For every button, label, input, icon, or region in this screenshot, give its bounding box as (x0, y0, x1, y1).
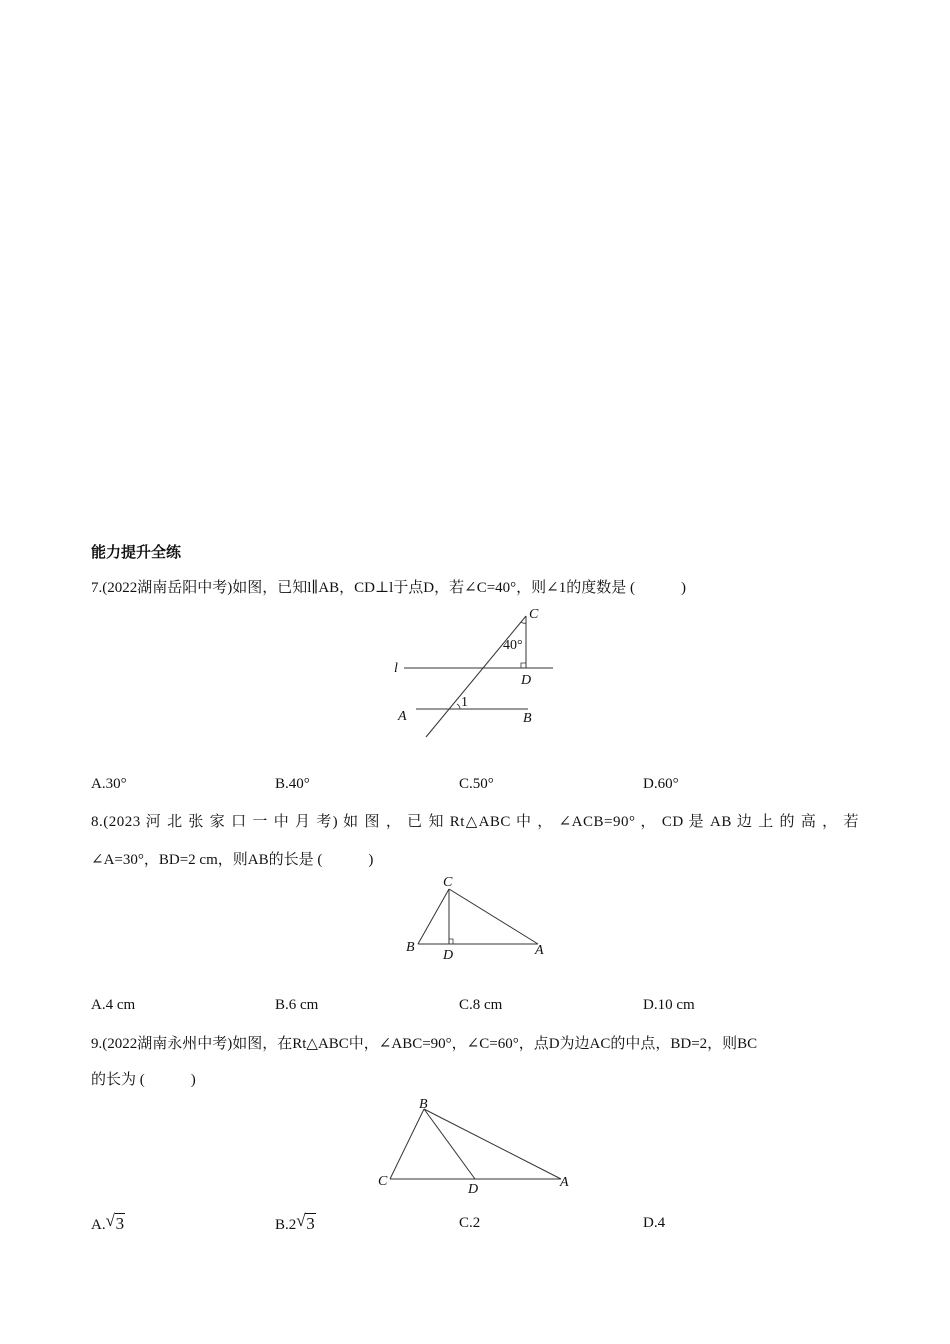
q9-option-c[interactable]: C.2 (459, 1215, 481, 1231)
q7-option-d[interactable]: D.60° (643, 776, 679, 792)
question-9-line2 (91, 1068, 196, 1089)
segment-bd (424, 1109, 475, 1179)
label-c: C (443, 875, 453, 890)
question-7-stem: 7.(2022湖南岳阳中考)如图，已知l∥AB，CD⊥l于点D，若∠C=40°，则∠1的度数是 (91, 580, 627, 596)
label-d: D (521, 673, 532, 688)
segment-cb (390, 1109, 424, 1179)
answer-paren-open: ( (139, 1072, 145, 1088)
answer-paren-open: ( (629, 580, 635, 596)
segment-bc (418, 889, 449, 944)
segment-ca (449, 889, 538, 944)
q9-option-a-prefix: A. (91, 1217, 106, 1233)
answer-paren-close: ) (368, 852, 374, 868)
label-b: B (523, 711, 532, 726)
label-b: B (406, 940, 415, 955)
answer-paren-close: ) (190, 1072, 196, 1088)
label-angle-40: 40° (503, 638, 523, 653)
answer-paren-close: ) (680, 580, 686, 596)
q8-option-d[interactable]: D.10 cm (643, 997, 695, 1013)
q9-option-b-prefix: B.2 (275, 1217, 297, 1233)
question-7-text (91, 576, 686, 597)
label-d: D (468, 1182, 479, 1196)
q8-option-b[interactable]: B.6 cm (275, 997, 319, 1013)
q8-option-a[interactable]: A.4 cm (91, 997, 136, 1013)
question-8-stem: ∠A=30°，BD=2 cm，则AB的长是 (91, 852, 314, 868)
question-8-line2 (91, 848, 373, 869)
q9-option-b-radicand: 3 (306, 1214, 315, 1233)
right-angle-mark (449, 939, 453, 944)
sqrt-icon: √ 3 (296, 1211, 315, 1233)
label-c: C (378, 1174, 388, 1189)
q9-option-a-radicand: 3 (115, 1214, 125, 1233)
label-angle-1: 1 (461, 695, 468, 710)
label-a: A (535, 943, 544, 958)
question-9-line1: 9.(2022湖南永州中考)如图，在Rt△ABC中，∠ABC=90°，∠C=60°，点D为边AC的中点，BD=2，则BC (91, 1036, 758, 1052)
label-a: A (398, 709, 407, 724)
q9-option-d[interactable]: D.4 (643, 1215, 666, 1231)
question-9-figure (374, 1094, 574, 1196)
angle-1-arc (457, 704, 460, 709)
q9-option-b[interactable] (275, 1211, 316, 1234)
label-a: A (560, 1175, 569, 1190)
q8-option-c[interactable]: C.8 cm (459, 997, 503, 1013)
label-b: B (419, 1097, 428, 1112)
q7-option-b[interactable]: B.40° (275, 776, 310, 792)
segment-ba (424, 1109, 561, 1179)
label-d: D (443, 948, 454, 963)
transversal-line (426, 616, 526, 737)
question-8-line1: 8.(2023 河 北 张 家 口 一 中 月 考) 如 图 ， 已 知 Rt△ABC 中 ， ∠ACB=90° ， CD 是 AB 边 上 的 高 ， 若 (91, 814, 859, 830)
right-angle-mark (521, 663, 526, 668)
q9-option-a[interactable] (91, 1211, 125, 1234)
q7-option-c[interactable]: C.50° (459, 776, 494, 792)
answer-paren-open: ( (317, 852, 323, 868)
sqrt-icon: √ 3 (105, 1211, 125, 1233)
label-c: C (529, 607, 539, 622)
q7-option-a[interactable]: A.30° (91, 776, 127, 792)
angle-c-arc (521, 622, 526, 623)
section-title: 能力提升全练 (91, 543, 182, 561)
question-9-stem: 的长为 (91, 1072, 137, 1088)
question-7-figure (390, 602, 560, 742)
label-l: l (394, 661, 398, 676)
question-8-figure (398, 872, 558, 964)
